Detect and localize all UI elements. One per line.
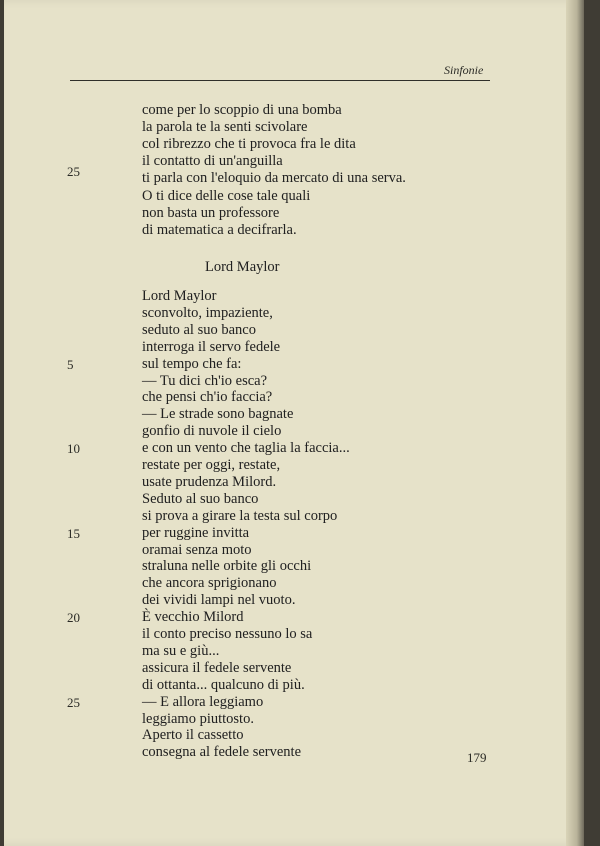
- verse-line: straluna nelle orbite gli occhi: [142, 558, 312, 575]
- verse-line: — E allora leggiamo: [142, 693, 264, 710]
- verse-line: che ancora sprigionano: [142, 575, 277, 592]
- verse-line: seduto al suo banco: [142, 321, 256, 338]
- verse-line: assicura il fedele servente: [142, 659, 292, 676]
- line-number: 10: [67, 441, 80, 457]
- verse-line: che pensi ch'io faccia?: [142, 389, 273, 406]
- verse-line: usate prudenza Milord.: [142, 473, 277, 490]
- verse-line: sul tempo che fa:: [142, 355, 242, 372]
- verse-line: restate per oggi, restate,: [142, 457, 281, 473]
- verse-line: — Tu dici ch'io esca?: [142, 372, 268, 389]
- verse-line: ma su e giù...: [142, 642, 220, 659]
- verse-line: Aperto il cassetto: [142, 727, 244, 744]
- verse-line: consegna al fedele servente: [142, 744, 302, 761]
- verse-line: come per lo scoppio di una bomba: [142, 102, 342, 118]
- verse-line: il contatto di un'anguilla: [142, 153, 283, 170]
- verse-line: oramai senza moto: [142, 541, 252, 558]
- verse-line: di matematica a decifrarla.: [142, 221, 297, 238]
- line-number: 15: [67, 525, 80, 541]
- verse-line: dei vividi lampi nel vuoto.: [142, 592, 296, 609]
- book-page: [4, 0, 584, 846]
- verse-line: col ribrezzo che ti provoca fra le dita: [142, 136, 356, 153]
- line-number: 5: [67, 356, 74, 372]
- verse-line: per ruggine invitta: [142, 524, 250, 541]
- verse-line: leggiamo piuttosto.: [142, 710, 254, 727]
- verse-line: È vecchio Milord: [142, 609, 244, 626]
- verse-line: il conto preciso nessuno lo sa: [142, 626, 313, 642]
- poem-title: Lord Maylor: [205, 259, 280, 275]
- verse-line: Lord Maylor: [142, 288, 217, 304]
- verse-line: interroga il servo fedele: [142, 338, 281, 355]
- verse-line: la parola te la senti scivolare: [142, 119, 308, 136]
- verse-line: O ti dice delle cose tale quali: [142, 187, 311, 204]
- header-rule: [70, 80, 490, 81]
- verse-line: ti parla con l'eloquio da mercato di una serva.: [142, 170, 406, 187]
- verse-line: e con un vento che taglia la faccia...: [142, 440, 350, 457]
- verse-line: non basta un professore: [142, 204, 280, 221]
- line-number: 20: [67, 610, 80, 626]
- verse-line: — Le strade sono bagnate: [142, 406, 294, 423]
- verse-line: gonfio di nuvole il cielo: [142, 423, 282, 440]
- running-head: Sinfonie: [444, 63, 484, 77]
- verse-line: sconvolto, impaziente,: [142, 304, 273, 321]
- verse-line: si prova a girare la testa sul corpo: [142, 507, 338, 524]
- line-number: 25: [67, 164, 80, 179]
- line-number: 25: [67, 694, 80, 710]
- page-number: 179: [467, 750, 487, 765]
- verse-line: di ottanta... qualcuno di più.: [142, 676, 305, 693]
- page-edge: [566, 0, 584, 846]
- verse-line: Seduto al suo banco: [142, 490, 259, 507]
